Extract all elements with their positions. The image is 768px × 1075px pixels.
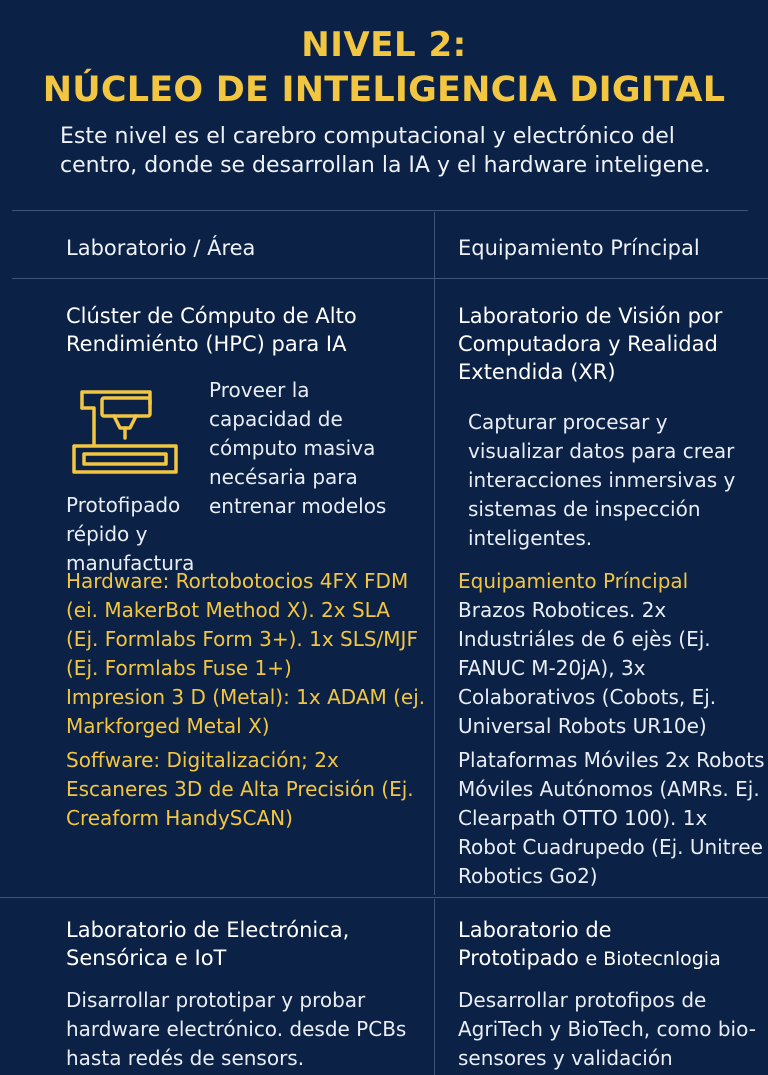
- column-header-area: Laboratorio / Área: [66, 236, 256, 260]
- column-divider-lower: [434, 899, 435, 1075]
- biotech-title-small: e Biotecnlogia: [585, 948, 721, 970]
- biotech-title: [458, 916, 758, 944]
- electronics-title: Laboratorio de Electrónica, Sensórica e IoT: [66, 918, 350, 970]
- vision-platforms: Plataformas Móviles 2x Robots Móviles Autónomos (AMRs. Ej. Clearpath OTTO 100). 1x Robot Cuadrupedo (Ej. Unitree Robotics Go2): [458, 748, 765, 888]
- column-divider-upper: [434, 212, 435, 895]
- biotech-title-prototipado: Prototipado: [458, 946, 579, 970]
- hpc-title: Clúster de Cómputo de Alto Rendimiénto (HPC) para IA: [66, 304, 357, 356]
- biotech-purpose: Desarrollar protofipos de AgriTech y BioTech, como bio-sensores y validación: [458, 988, 756, 1070]
- biotech-title-line2: [458, 944, 763, 973]
- divider-header: [12, 278, 768, 279]
- hpc-software: Soffware: Digitalización; 2x Escaneres 3D de Alta Precisión (Ej. Creaform HandySCAN): [66, 748, 414, 830]
- hpc-hardware: Hardware: Rortobotocios 4FX FDM (ei. MakerBot Method X). 2x SLA (Ej. Formlabs Form 3+). 1x SLS/MJF (Ej. Formlabs Fuse 1+): [66, 569, 418, 680]
- column-header-equipment: Equipamiento Príncipal: [458, 236, 700, 260]
- vision-equipment-text: Brazos Robotices. 2x Industriáles de 6 ejès (Ej. FANUC M-20jA), 3x Colaborativos (Cobots, Ej. Universal Robots UR10e): [458, 598, 717, 738]
- divider-top: [12, 210, 748, 211]
- hpc-caption: Protofipado répido y manufactura: [66, 493, 195, 575]
- intro-text: Este nivel es el carebro computacional y electrónico del centro, donde se desarrollan la IA y el hardware inteligene.: [60, 124, 711, 178]
- 3d-printer-icon: [72, 382, 180, 478]
- vision-title: Laboratorio de Visión por Computadora y Realidad Extendida (XR): [458, 304, 723, 384]
- biotech-title-main: Laboratorio de: [458, 918, 612, 942]
- divider-row: [0, 897, 768, 898]
- hpc-purpose: Proveer la capacidad de cómputo masiva necésaria para entrenar modelos: [209, 378, 387, 518]
- hpc-impresion: Impresion 3 D (Metal): 1x ADAM (ej. Markforged Metal X): [66, 685, 426, 738]
- vision-equipment-label: Equipamiento Príncipal: [458, 569, 689, 593]
- title-line-2: NÚCLEO DE INTELIGENCIA DIGITAL: [42, 70, 726, 110]
- electronics-purpose: Disarrollar prototipar y probar hardware electrónico. desde PCBs hasta redés de sensors.: [66, 988, 407, 1070]
- title-line-1: NIVEL 2:: [301, 25, 467, 65]
- vision-purpose: Capturar procesar y visualizar datos para crear interacciones inmersivas y sistemas de inspección inteligentes.: [468, 410, 736, 550]
